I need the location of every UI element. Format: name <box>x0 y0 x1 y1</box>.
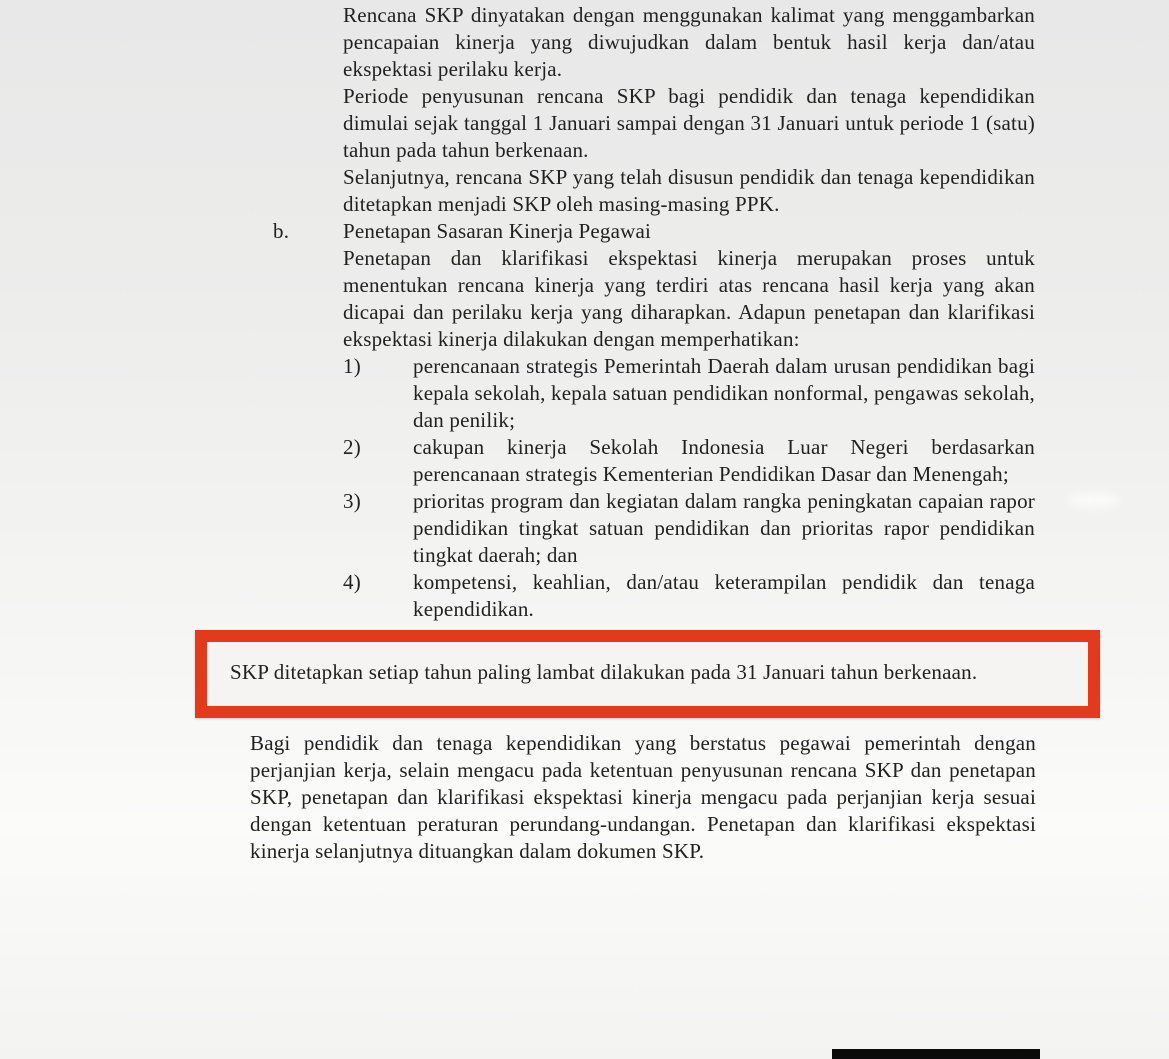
lettered-item-marker: b. <box>273 219 290 243</box>
numbered-item <box>343 488 1035 569</box>
closing-paragraph: Bagi pendidik dan tenaga kependidikan yang berstatus pegawai pemerintah dengan perjanjian kerja, selain mengacu pada ketentuan penyusunan rencana SKP dan penetapan SKP, penetapan dan klarifikasi ekspektasi kinerja mengacu pada perjanjian kerja sesuai dengan ketentuan peraturan perundang-undangan. Penetapan dan klarifikasi ekspektasi kinerja selanjutnya dituangkan dalam dokumen SKP. <box>250 731 1036 863</box>
intro-paragraph: Rencana SKP dinyatakan dengan menggunakan kalimat yang menggambarkan pencapaian kinerja yang diwujudkan dalam bentuk hasil kerja dan/atau ekspektasi perilaku kerja. <box>343 3 1035 81</box>
numbered-item <box>343 569 1035 623</box>
intro-paragraph: Selanjutnya, rencana SKP yang telah disusun pendidik dan tenaga kependidikan ditetapkan menjadi SKP oleh masing-masing PPK. <box>343 165 1035 216</box>
numbered-item-marker: 2) <box>343 435 361 459</box>
lettered-item-title: Penetapan Sasaran Kinerja Pegawai <box>343 219 652 243</box>
highlighted-note-text: SKP ditetapkan setiap tahun paling lambat dilakukan pada 31 Januari tahun berkenaan. <box>230 660 978 684</box>
numbered-item-marker: 1) <box>343 354 361 378</box>
numbered-item-text: perencanaan strategis Pemerintah Daerah dalam urusan pendidikan bagi kepala sekolah, kepala satuan pendidikan nonformal, pengawas sekolah, dan penilik; <box>413 354 1035 432</box>
numbered-item-text: kompetensi, keahlian, dan/atau keterampilan pendidik dan tenaga kependidikan. <box>413 570 1035 621</box>
numbered-item-text: cakupan kinerja Sekolah Indonesia Luar Negeri berdasarkan perencanaan strategis Kementerian Pendidikan Dasar dan Menengah; <box>413 435 1035 486</box>
redaction-bar <box>832 1049 1040 1059</box>
numbered-item-text: prioritas program dan kegiatan dalam rangka peningkatan capaian rapor pendidikan tingkat satuan pendidikan dan prioritas rapor pendidikan tingkat daerah; dan <box>413 489 1035 567</box>
red-highlight-box <box>195 630 1100 718</box>
item-b-body: Penetapan dan klarifikasi ekspektasi kinerja merupakan proses untuk menentukan rencana kinerja yang terdiri atas rencana hasil kerja yang akan dicapai dan perilaku kerja yang diharapkan. Adapun penetapan dan klarifikasi ekspektasi kinerja dilakukan dengan memperhatikan: <box>343 246 1035 351</box>
numbered-item <box>343 353 1035 434</box>
numbered-item <box>343 434 1035 488</box>
numbered-item-marker: 4) <box>343 570 361 594</box>
scan-artifact <box>1068 492 1120 508</box>
document-page <box>0 2 1169 865</box>
intro-section <box>343 2 1035 218</box>
numbered-item-marker: 3) <box>343 489 361 513</box>
intro-paragraph: Periode penyusunan rencana SKP bagi pendidik dan tenaga kependidikan dimulai sejak tanggal 1 Januari sampai dengan 31 Januari untuk periode 1 (satu) tahun pada tahun berkenaan. <box>343 84 1035 162</box>
lettered-item-b <box>273 218 1035 245</box>
